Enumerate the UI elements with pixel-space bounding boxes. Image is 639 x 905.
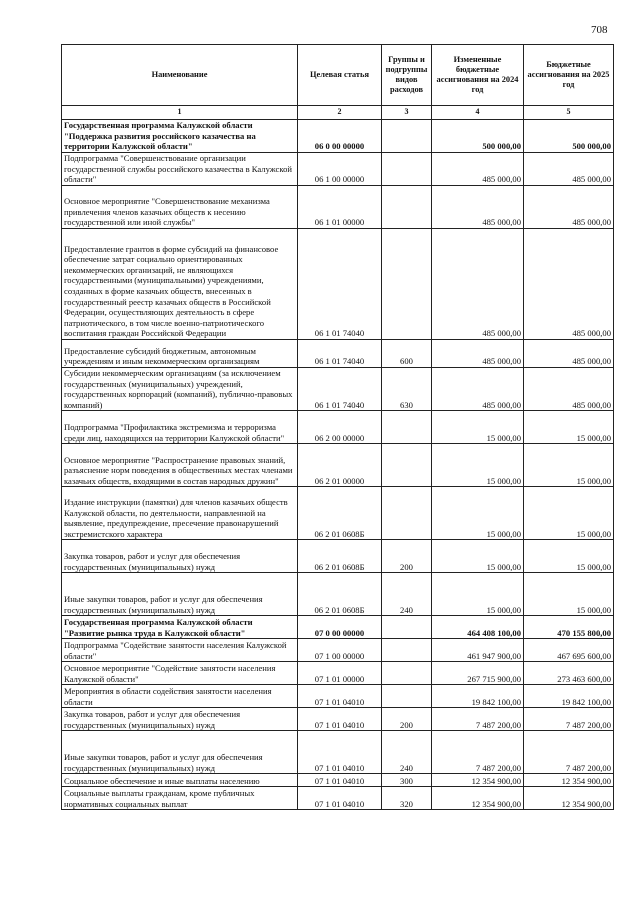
row-amount-2025: 15 000,00: [524, 540, 614, 573]
row-target-code: 06 2 01 0608Б: [298, 573, 382, 616]
page-number: 708: [591, 24, 608, 36]
column-number: 2: [298, 106, 382, 120]
row-target-code: 07 1 01 04010: [298, 787, 382, 810]
row-target-code: 07 1 01 04010: [298, 708, 382, 731]
row-amount-2025: 7 487 200,00: [524, 731, 614, 774]
row-amount-2024: 485 000,00: [432, 153, 524, 186]
table-row: [62, 774, 614, 787]
row-expense-group: [382, 662, 432, 685]
row-amount-2024: 19 842 100,00: [432, 685, 524, 708]
row-expense-group: 200: [382, 540, 432, 573]
header-amount-2025: Бюджетные ассигнования на 2025 год: [524, 45, 614, 106]
row-name: Социальные выплаты гражданам, кроме публичных нормативных социальных выплат: [62, 787, 298, 810]
row-amount-2024: 267 715 900,00: [432, 662, 524, 685]
header-code: Целевая статья: [298, 45, 382, 106]
row-expense-group: 240: [382, 731, 432, 774]
row-expense-group: 600: [382, 340, 432, 368]
row-name: Основное мероприятие "Распространение правовых знаний, разъяснение норм поведения в общественных местах членами казачьих обществ, входящими в состав народных дружин": [62, 444, 298, 487]
row-expense-group: [382, 411, 432, 444]
table-row: [62, 368, 614, 411]
row-target-code: 06 1 01 74040: [298, 340, 382, 368]
row-amount-2024: 15 000,00: [432, 573, 524, 616]
row-amount-2024: 485 000,00: [432, 368, 524, 411]
row-amount-2024: 461 947 900,00: [432, 639, 524, 662]
row-target-code: 07 1 00 00000: [298, 639, 382, 662]
row-name: Основное мероприятие "Содействие занятости населения Калужской области": [62, 662, 298, 685]
row-amount-2024: 12 354 900,00: [432, 787, 524, 810]
row-amount-2025: 485 000,00: [524, 340, 614, 368]
row-target-code: 06 1 01 74040: [298, 368, 382, 411]
table-row: [62, 787, 614, 810]
row-amount-2024: 500 000,00: [432, 120, 524, 153]
table-body: [62, 120, 614, 810]
row-name: Социальное обеспечение и иные выплаты населению: [62, 774, 298, 787]
row-amount-2025: 500 000,00: [524, 120, 614, 153]
row-name: Государственная программа Калужской области "Поддержка развития российского казачества на территории Калужской области": [62, 120, 298, 153]
row-name: Издание инструкции (памятки) для членов казачьих обществ Калужской области, по деятельности, направленной на выявление, предупреждение, пресечение правонарушений экстремистского характера: [62, 487, 298, 540]
row-expense-group: 240: [382, 573, 432, 616]
row-amount-2024: 485 000,00: [432, 229, 524, 340]
row-expense-group: 200: [382, 708, 432, 731]
row-name: Основное мероприятие "Совершенствование механизма привлечения членов казачьих обществ к несению государственной или иной службы": [62, 186, 298, 229]
table-row: [62, 186, 614, 229]
table-row: [62, 616, 614, 639]
row-amount-2025: 485 000,00: [524, 153, 614, 186]
table-row: [62, 444, 614, 487]
table-row: [62, 708, 614, 731]
row-expense-group: [382, 186, 432, 229]
row-amount-2025: 15 000,00: [524, 444, 614, 487]
row-amount-2025: 485 000,00: [524, 229, 614, 340]
row-amount-2025: 470 155 800,00: [524, 616, 614, 639]
row-expense-group: [382, 487, 432, 540]
row-amount-2024: 15 000,00: [432, 444, 524, 487]
row-name: Закупка товаров, работ и услуг для обеспечения государственных (муниципальных) нужд: [62, 708, 298, 731]
column-number: 5: [524, 106, 614, 120]
table-row: [62, 487, 614, 540]
column-number: 1: [62, 106, 298, 120]
row-target-code: 06 0 00 00000: [298, 120, 382, 153]
row-name: Предоставление грантов в форме субсидий на финансовое обеспечение затрат социально ориентированных некоммерческих организаций, не являющихся государственными (муниципальными) учреждениями, созданных в форме казачьих обществ, внесенных в государственный реестр казачьих обществ в Российской Федерации, осуществляющих деятельность в сфере патриотического, в том числе военно-патриотического воспитания граждан Российской Федерации: [62, 229, 298, 340]
column-number: 3: [382, 106, 432, 120]
row-amount-2024: 15 000,00: [432, 487, 524, 540]
row-amount-2024: 7 487 200,00: [432, 731, 524, 774]
table-row: [62, 120, 614, 153]
table-row: [62, 685, 614, 708]
row-target-code: 07 1 01 04010: [298, 685, 382, 708]
table-row: [62, 639, 614, 662]
row-expense-group: [382, 120, 432, 153]
row-amount-2024: 15 000,00: [432, 540, 524, 573]
row-target-code: 06 1 00 00000: [298, 153, 382, 186]
header-group: Группы и подгруппы видов расходов: [382, 45, 432, 106]
row-amount-2024: 485 000,00: [432, 186, 524, 229]
row-amount-2024: 12 354 900,00: [432, 774, 524, 787]
row-expense-group: [382, 685, 432, 708]
row-amount-2025: 273 463 600,00: [524, 662, 614, 685]
row-target-code: 07 1 01 04010: [298, 774, 382, 787]
table-row: [62, 573, 614, 616]
row-amount-2024: 485 000,00: [432, 340, 524, 368]
row-name: Государственная программа Калужской области "Развитие рынка труда в Калужской области": [62, 616, 298, 639]
row-target-code: 06 2 01 0608Б: [298, 487, 382, 540]
row-amount-2025: 7 487 200,00: [524, 708, 614, 731]
table-row: [62, 153, 614, 186]
header-amount-2024: Измененные бюджетные ассигнования на 2024 год: [432, 45, 524, 106]
row-name: Подпрограмма "Совершенствование организации государственной службы российского казачества в Калужской области": [62, 153, 298, 186]
row-target-code: 07 1 01 00000: [298, 662, 382, 685]
table-row: [62, 340, 614, 368]
row-amount-2024: 7 487 200,00: [432, 708, 524, 731]
row-target-code: 06 2 00 00000: [298, 411, 382, 444]
budget-table: [61, 44, 614, 810]
row-target-code: 06 2 01 0608Б: [298, 540, 382, 573]
row-name: Субсидии некоммерческим организациям (за исключением государственных (муниципальных) учреждений, государственных корпораций (компаний), публично-правовых компаний): [62, 368, 298, 411]
row-name: Иные закупки товаров, работ и услуг для обеспечения государственных (муниципальных) нужд: [62, 573, 298, 616]
table-row: [62, 662, 614, 685]
row-name: Иные закупки товаров, работ и услуг для обеспечения государственных (муниципальных) нужд: [62, 731, 298, 774]
table-row: [62, 229, 614, 340]
header-name: Наименование: [62, 45, 298, 106]
row-name: Предоставление субсидий бюджетным, автономным учреждениям и иным некоммерческим организациям: [62, 340, 298, 368]
row-target-code: 06 2 01 00000: [298, 444, 382, 487]
column-number: 4: [432, 106, 524, 120]
row-amount-2025: 485 000,00: [524, 368, 614, 411]
row-name: Подпрограмма "Профилактика экстремизма и терроризма среди лиц, находящихся на территории Калужской области": [62, 411, 298, 444]
row-name: Подпрограмма "Содействие занятости населения Калужской области": [62, 639, 298, 662]
table-row: [62, 411, 614, 444]
header-row: [62, 45, 614, 106]
row-target-code: 06 1 01 74040: [298, 229, 382, 340]
row-amount-2025: 15 000,00: [524, 411, 614, 444]
row-expense-group: [382, 616, 432, 639]
row-amount-2025: 15 000,00: [524, 487, 614, 540]
row-expense-group: 630: [382, 368, 432, 411]
row-expense-group: [382, 229, 432, 340]
row-amount-2025: 15 000,00: [524, 573, 614, 616]
row-expense-group: [382, 444, 432, 487]
row-amount-2025: 467 695 600,00: [524, 639, 614, 662]
row-amount-2025: 12 354 900,00: [524, 787, 614, 810]
table-row: [62, 540, 614, 573]
row-target-code: 07 0 00 00000: [298, 616, 382, 639]
row-target-code: 07 1 01 04010: [298, 731, 382, 774]
row-amount-2024: 15 000,00: [432, 411, 524, 444]
row-amount-2025: 12 354 900,00: [524, 774, 614, 787]
column-number-row: [62, 106, 614, 120]
row-expense-group: 300: [382, 774, 432, 787]
table-row: [62, 731, 614, 774]
row-expense-group: [382, 639, 432, 662]
row-amount-2025: 19 842 100,00: [524, 685, 614, 708]
row-name: Мероприятия в области содействия занятости населения области: [62, 685, 298, 708]
row-name: Закупка товаров, работ и услуг для обеспечения государственных (муниципальных) нужд: [62, 540, 298, 573]
row-amount-2024: 464 408 100,00: [432, 616, 524, 639]
row-expense-group: 320: [382, 787, 432, 810]
row-expense-group: [382, 153, 432, 186]
row-target-code: 06 1 01 00000: [298, 186, 382, 229]
row-amount-2025: 485 000,00: [524, 186, 614, 229]
